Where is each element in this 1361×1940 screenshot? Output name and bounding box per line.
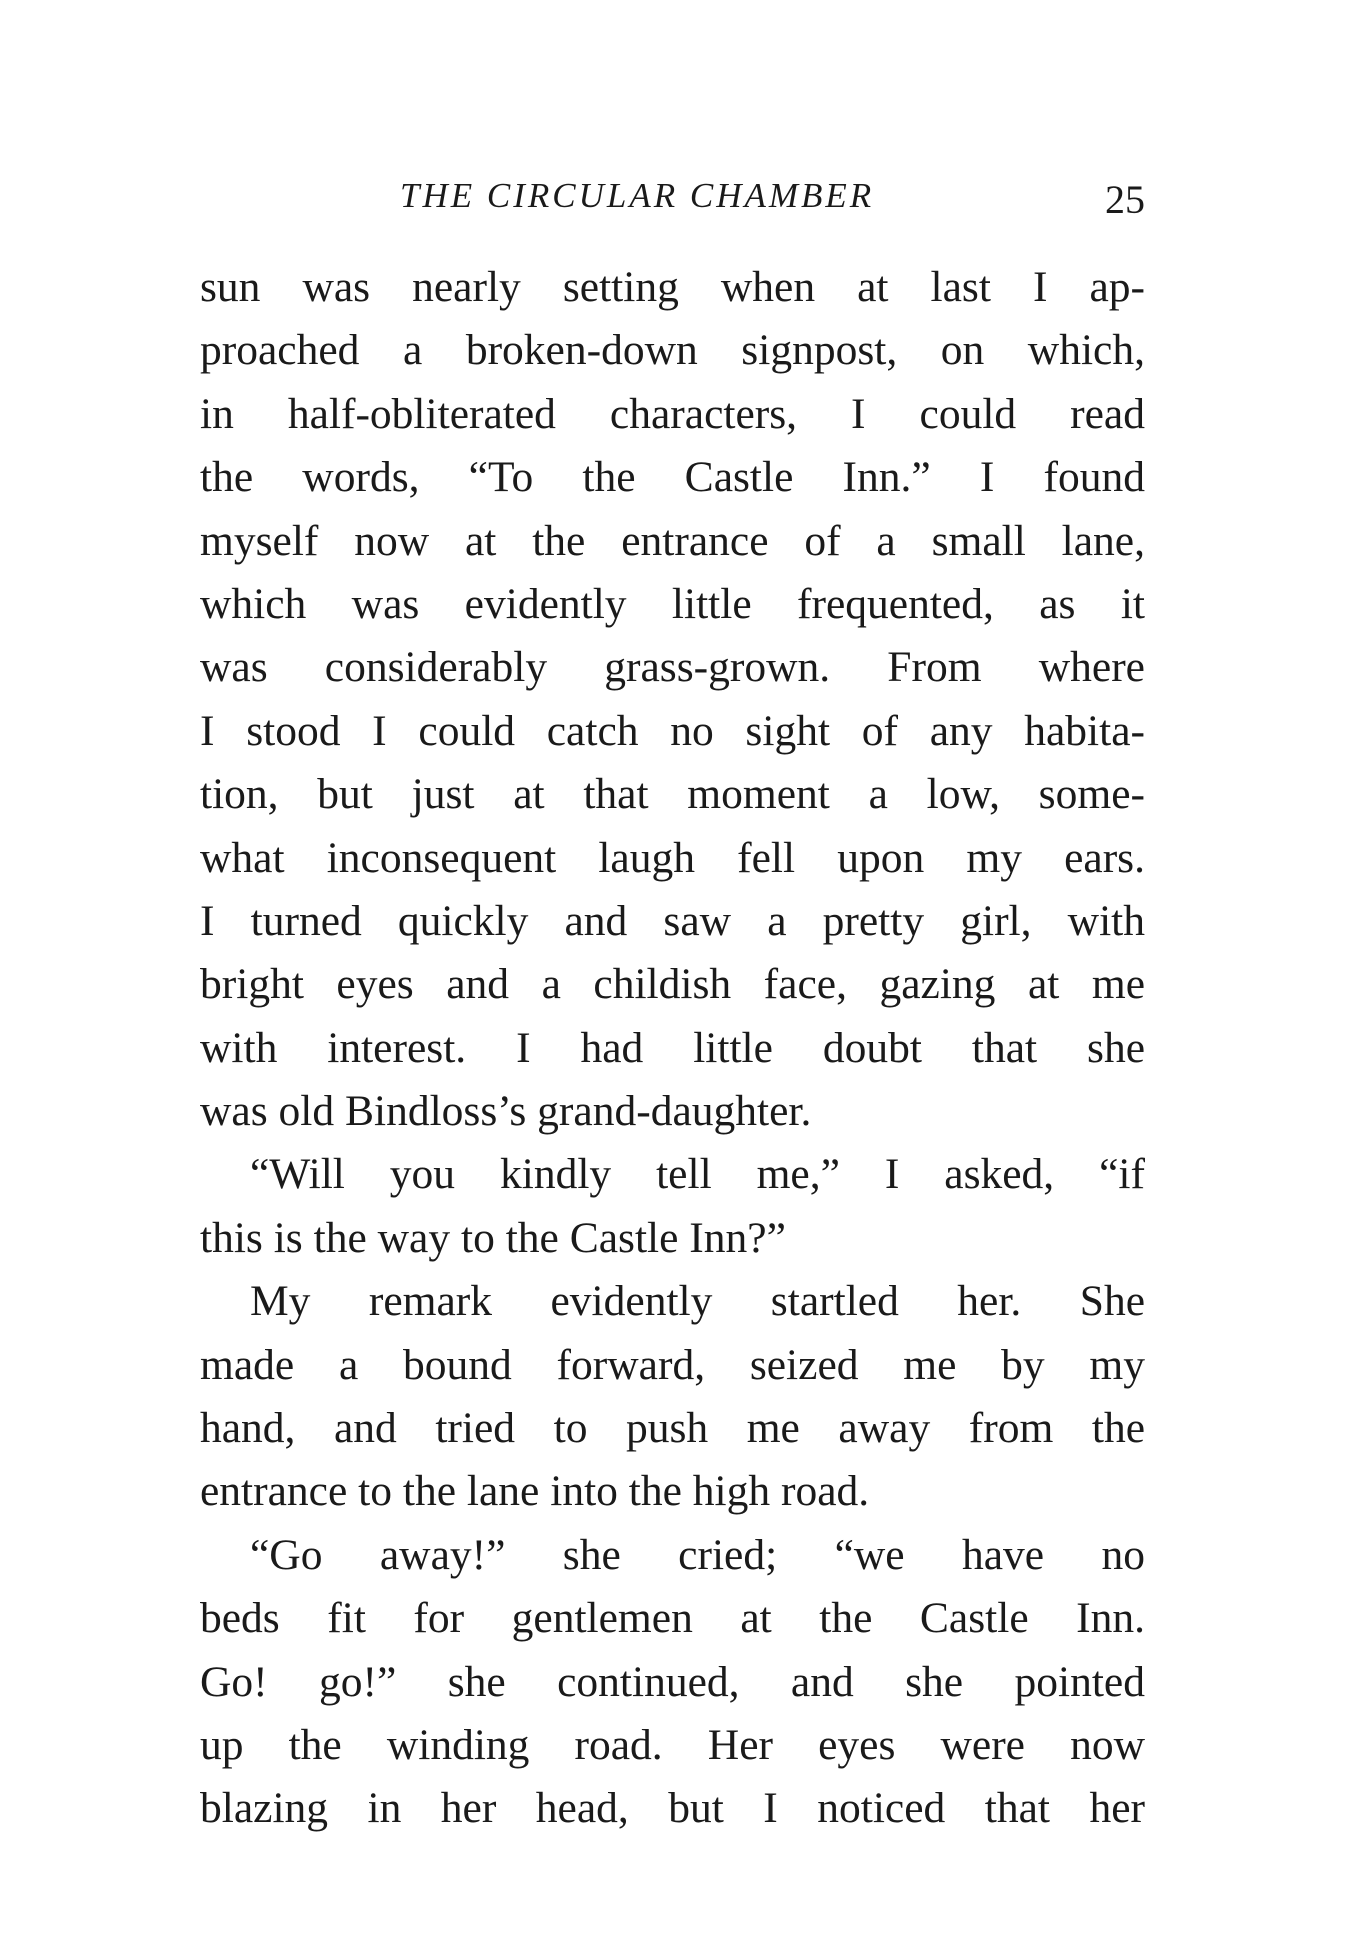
text-line: “Go away!” she cried; “we have no <box>250 1530 1145 1579</box>
text-line: bright eyes and a childish face, gazing at me <box>200 960 1145 1009</box>
text-line: tion, but just at that moment a low, some- <box>200 770 1145 819</box>
text-line: was old Bindloss’s grand-daughter. <box>200 1087 812 1136</box>
text-line: this is the way to the Castle Inn?” <box>200 1213 786 1262</box>
running-head <box>200 176 1145 236</box>
text-line: what inconsequent laugh fell upon my ears. <box>200 833 1145 882</box>
text-line: “Will you kindly tell me,” I asked, “if <box>250 1150 1145 1199</box>
text-line: Go! go!” she continued, and she pointed <box>200 1657 1145 1706</box>
text-line: beds fit for gentlemen at the Castle Inn. <box>200 1594 1145 1643</box>
page-number: 25 <box>1105 177 1145 222</box>
text-line: sun was nearly setting when at last I ap- <box>200 263 1145 311</box>
text-line: up the winding road. Her eyes were now <box>200 1720 1145 1769</box>
text-line: entrance to the lane into the high road. <box>200 1467 870 1516</box>
text-line: with interest. I had little doubt that she <box>200 1023 1145 1072</box>
text-line: in half-obliterated characters, I could read <box>200 389 1145 438</box>
text-line: My remark evidently startled her. She <box>250 1277 1145 1326</box>
text-line: proached a broken-down signpost, on which, <box>200 326 1145 375</box>
text-line: made a bound forward, seized me by my <box>200 1340 1145 1389</box>
text-line: I turned quickly and saw a pretty girl, with <box>200 896 1145 945</box>
text-line: blazing in her head, but I noticed that her <box>200 1784 1145 1833</box>
body-text <box>200 256 1145 1841</box>
running-title: THE CIRCULAR CHAMBER <box>400 176 875 215</box>
text-line: which was evidently little frequented, as it <box>200 579 1145 628</box>
text-line: myself now at the entrance of a small lane, <box>200 516 1145 565</box>
text-line: I stood I could catch no sight of any habita- <box>200 706 1145 755</box>
text-line: was considerably grass-grown. From where <box>200 643 1145 692</box>
text-line: hand, and tried to push me away from the <box>200 1404 1145 1453</box>
text-line: the words, “To the Castle Inn.” I found <box>200 453 1145 502</box>
